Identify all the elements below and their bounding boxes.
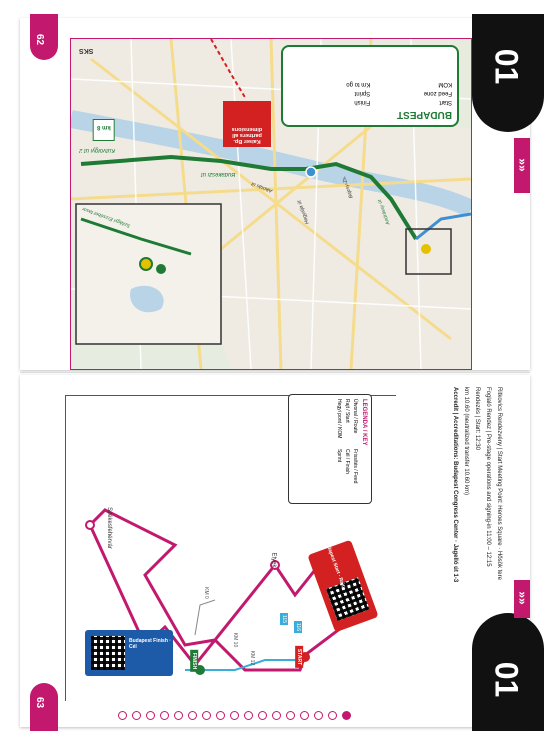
road-label: Bajcsy-Zs.: [340, 175, 355, 199]
chevron-arrows-icon: »»: [515, 158, 530, 172]
km-marker: KM 0: [202, 587, 209, 599]
bottom-page: [20, 375, 530, 727]
legend-item: Finish: [354, 99, 371, 105]
road-label: Alkotás út: [250, 180, 274, 194]
info-line: km 10.60 (neutralized transfer 10.60 km): [463, 387, 469, 496]
pagination-dot: [258, 711, 267, 720]
road-label: Szilágyi Erzsébet fasor: [81, 205, 132, 229]
map-frame: [70, 38, 472, 370]
info-line: Ritkovics Rendezvény | Start Meeting Point: Heroes Square · Hősök tere: [496, 387, 502, 580]
pagination-dot-active: [342, 711, 351, 720]
pagination-dot: [174, 711, 183, 720]
km-badge: [93, 119, 115, 141]
map-legend: [281, 45, 459, 127]
info-block: [402, 387, 502, 647]
legend-item: Hegyi pont / KOM: [336, 399, 342, 439]
pagination-dot: [328, 711, 337, 720]
legend-item: Sprint: [336, 449, 342, 463]
pagination-dot: [244, 711, 253, 720]
legend-title: LEGENDA / KEY: [361, 399, 367, 446]
road-label: Hegyalja út: [296, 199, 311, 225]
chevron-arrows-icon: »»: [515, 591, 530, 605]
km-tag: 115: [280, 615, 287, 623]
red-callout: [223, 101, 271, 147]
pagination-dot: [132, 711, 141, 720]
pagination-dot: [160, 711, 169, 720]
qr-label: Budapest Start · Rajt: [323, 539, 346, 588]
legend-item: KOM: [438, 81, 452, 87]
pagination-dot: [300, 711, 309, 720]
finish-tag: FINISH: [190, 650, 198, 672]
pagination-dots: [118, 711, 448, 720]
info-line: Foglaló Rendez | Pre-stage operations and signing-in 11:00 – 12:15: [485, 387, 491, 567]
pagination-dot: [286, 711, 295, 720]
top-page: [20, 18, 530, 370]
legend-item: Rajt / Start: [344, 399, 350, 423]
legend-item: Cél / Finish: [344, 449, 350, 475]
qr-code-icon: [326, 577, 370, 621]
legend-item: Start: [439, 99, 452, 105]
legend-item: Feed zone: [423, 90, 452, 96]
km-tag: 116: [294, 623, 301, 631]
qr-code-icon: [91, 636, 125, 670]
pagination-dot: [272, 711, 281, 720]
page-number: 62: [34, 33, 46, 46]
pagination-dot: [118, 711, 127, 720]
start-tag: START: [295, 646, 303, 668]
legend-item: Útvonal / Route: [352, 399, 358, 434]
stage-badge-number: 01: [488, 661, 525, 698]
km-marker: KM 10: [232, 632, 239, 648]
legend-item: Frissítés / Feed: [352, 449, 358, 484]
qr-card-blue: [85, 630, 173, 676]
pagination-dot: [230, 711, 239, 720]
km-badge-label: km 8: [97, 124, 111, 130]
legend-item: Sprint: [354, 90, 371, 96]
pagination-dot: [202, 711, 211, 720]
pagination-dot: [188, 711, 197, 720]
scale-label: SKS: [79, 47, 94, 54]
place-label: Etyek: [270, 552, 277, 568]
place-label: Székesfehérvár: [105, 507, 112, 549]
legend-item: Km to go: [346, 81, 371, 87]
qr-label: Budapest Finish · Cél: [129, 638, 171, 650]
info-line: Accredit | Accreditations: Budapest Congress Center · Jagelló út 1-3: [452, 387, 458, 583]
road-label: Andrássy út: [376, 198, 392, 226]
road-label: Budakeszi út: [201, 171, 236, 177]
page-divider: [20, 372, 530, 373]
stage-badge-number: 01: [488, 48, 525, 85]
pagination-dot: [314, 711, 323, 720]
pagination-dot: [146, 711, 155, 720]
route-legend: [288, 394, 372, 504]
page-number: 63: [34, 696, 46, 709]
road-label: Kútvölgyi út 2: [79, 147, 116, 153]
city-label: BUDAPEST: [396, 109, 452, 120]
pagination-dot: [216, 711, 225, 720]
info-line: Rendezés | Start: 12:30: [474, 387, 480, 450]
km-marker: KM 12: [249, 650, 256, 666]
red-callout-text: Kaiser Bp. partners all dimensions: [231, 126, 263, 144]
